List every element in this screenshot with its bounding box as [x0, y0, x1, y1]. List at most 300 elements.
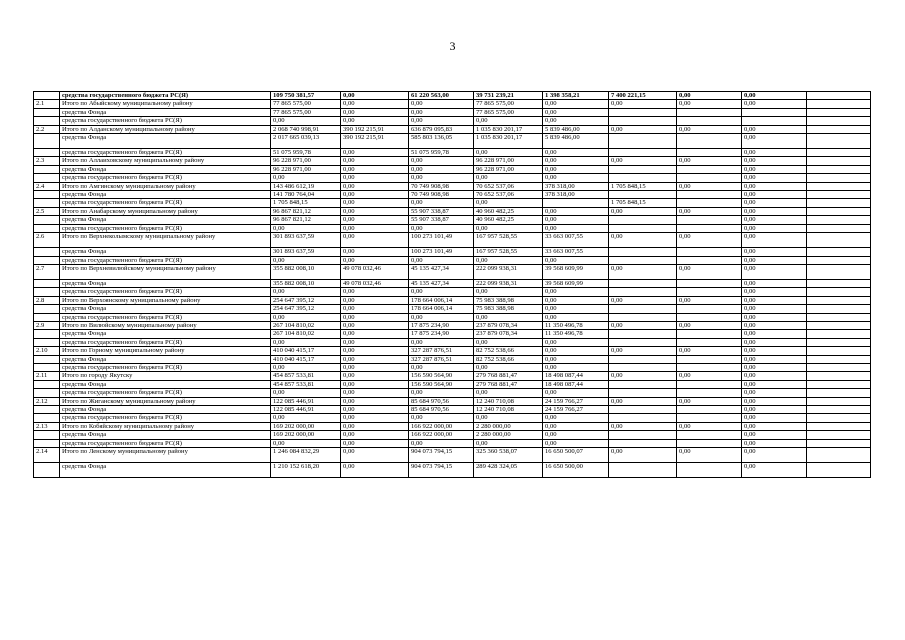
col-6-cell: 0,00 — [677, 157, 742, 165]
row-name: Итого по Вилюйскому муниципальному району — [60, 321, 271, 329]
row-name: средства государственного бюджета РС(Я) — [60, 338, 271, 346]
col-1-cell: 0,00 — [341, 157, 409, 165]
col-1-cell: 0,00 — [341, 199, 409, 207]
col-7-cell: 0,00 — [742, 165, 807, 173]
row-name: средства Фонда — [60, 216, 271, 224]
col-1-cell: 0,00 — [341, 347, 409, 355]
total-cell: 1 246 084 832,29 — [271, 448, 341, 463]
col-6-cell — [677, 248, 742, 256]
col-4-cell: 33 663 007,55 — [543, 233, 609, 248]
col-5-cell — [609, 414, 677, 422]
table-row — [34, 463, 871, 478]
row-name: Итого по Кобяйскому муниципальному району — [60, 422, 271, 430]
col-3-cell: 167 957 528,55 — [474, 248, 543, 256]
col-4-cell: 24 159 766,27 — [543, 406, 609, 414]
col-3-cell: 96 228 971,00 — [474, 165, 543, 173]
col-3-cell: 0,00 — [474, 174, 543, 182]
col-3-cell: 289 428 324,05 — [474, 463, 543, 478]
col-3-cell: 0,00 — [474, 338, 543, 346]
empty-cell — [807, 248, 871, 256]
empty-cell — [807, 207, 871, 215]
total-cell: 0,00 — [271, 414, 341, 422]
col-3-cell: 0,00 — [474, 256, 543, 264]
col-7-cell — [742, 108, 807, 116]
total-cell: 169 202 000,00 — [271, 431, 341, 439]
row-name: Итого по Абыйскому муниципальному району — [60, 100, 271, 108]
total-cell: 0,00 — [271, 288, 341, 296]
row-number — [34, 117, 60, 125]
col-1-cell: 0,00 — [341, 321, 409, 329]
col-2-cell: 166 922 000,00 — [409, 422, 474, 430]
col-3-cell: 12 240 710,08 — [474, 397, 543, 405]
row-number — [34, 108, 60, 116]
col-5-cell: 0,00 — [609, 321, 677, 329]
empty-cell — [807, 448, 871, 463]
col-2-cell: 0,00 — [409, 165, 474, 173]
empty-cell — [807, 174, 871, 182]
table-row — [34, 330, 871, 338]
col-5-cell: 0,00 — [609, 100, 677, 108]
col-4-cell: 24 159 766,27 — [543, 397, 609, 405]
row-name: средства Фонда — [60, 134, 271, 149]
empty-cell — [807, 279, 871, 287]
col-7-cell: 0,00 — [742, 174, 807, 182]
col-1-cell: 0,00 — [341, 380, 409, 388]
total-cell: 410 040 415,17 — [271, 355, 341, 363]
col-4-cell: 0,00 — [543, 149, 609, 157]
total-cell: 410 040 415,17 — [271, 347, 341, 355]
col-7-cell: 0,00 — [742, 264, 807, 279]
col-2-cell: 51 075 959,78 — [409, 149, 474, 157]
col-4-cell: 0,00 — [543, 288, 609, 296]
table-row — [34, 100, 871, 108]
col-1-cell: 0,00 — [341, 448, 409, 463]
empty-cell — [807, 288, 871, 296]
col-3-cell: 0,00 — [474, 224, 543, 232]
col-2-cell: 0,00 — [409, 157, 474, 165]
row-name: средства государственного бюджета РС(Я) — [60, 92, 271, 100]
col-4-cell: 0,00 — [543, 108, 609, 116]
row-name: средства Фонда — [60, 279, 271, 287]
empty-cell — [807, 233, 871, 248]
col-6-cell — [677, 279, 742, 287]
col-1-cell: 49 078 032,46 — [341, 264, 409, 279]
col-3-cell: 279 768 881,47 — [474, 380, 543, 388]
col-5-cell — [609, 191, 677, 199]
col-6-cell: 0,00 — [677, 182, 742, 190]
total-cell: 355 882 008,10 — [271, 264, 341, 279]
row-number — [34, 279, 60, 287]
col-5-cell: 1 705 848,15 — [609, 182, 677, 190]
col-2-cell: 70 749 908,98 — [409, 191, 474, 199]
col-7-cell: 0,00 — [742, 92, 807, 100]
col-1-cell: 0,00 — [341, 372, 409, 380]
col-3-cell: 0,00 — [474, 439, 543, 447]
col-4-cell: 5 839 486,00 — [543, 125, 609, 133]
col-4-cell: 39 568 609,99 — [543, 279, 609, 287]
col-7-cell: 0,00 — [742, 439, 807, 447]
empty-cell — [807, 422, 871, 430]
col-5-cell — [609, 216, 677, 224]
row-name: средства государственного бюджета РС(Я) — [60, 199, 271, 207]
col-3-cell: 82 752 538,66 — [474, 347, 543, 355]
row-number: 2.7 — [34, 264, 60, 279]
row-number: 2.4 — [34, 182, 60, 190]
col-1-cell: 0,00 — [341, 92, 409, 100]
col-5-cell: 0,00 — [609, 157, 677, 165]
row-number — [34, 330, 60, 338]
col-1-cell: 0,00 — [341, 248, 409, 256]
total-cell: 1 210 152 618,20 — [271, 463, 341, 478]
col-5-cell — [609, 330, 677, 338]
table-row — [34, 363, 871, 371]
table-row — [34, 313, 871, 321]
col-2-cell: 70 749 908,98 — [409, 182, 474, 190]
col-2-cell: 178 664 006,14 — [409, 296, 474, 304]
col-1-cell: 0,00 — [341, 414, 409, 422]
row-number: 2.10 — [34, 347, 60, 355]
row-name: Итого по Верхневилюйскому муниципальному району — [60, 264, 271, 279]
col-4-cell: 0,00 — [543, 431, 609, 439]
col-1-cell: 0,00 — [341, 174, 409, 182]
row-name: средства Фонда — [60, 191, 271, 199]
row-name: средства государственного бюджета РС(Я) — [60, 389, 271, 397]
col-5-cell — [609, 431, 677, 439]
row-name: средства Фонда — [60, 165, 271, 173]
total-cell: 267 104 810,02 — [271, 330, 341, 338]
col-5-cell — [609, 279, 677, 287]
col-4-cell: 0,00 — [543, 224, 609, 232]
row-name: средства государственного бюджета РС(Я) — [60, 363, 271, 371]
col-4-cell: 11 350 496,78 — [543, 330, 609, 338]
col-2-cell: 636 879 095,83 — [409, 125, 474, 133]
empty-cell — [807, 92, 871, 100]
col-1-cell: 0,00 — [341, 439, 409, 447]
col-4-cell: 0,00 — [543, 174, 609, 182]
row-name: Итого по Ленскому муниципальному району — [60, 448, 271, 463]
col-3-cell: 222 099 938,31 — [474, 264, 543, 279]
col-2-cell: 0,00 — [409, 100, 474, 108]
empty-cell — [807, 380, 871, 388]
col-2-cell: 585 803 136,05 — [409, 134, 474, 149]
col-3-cell: 12 240 710,08 — [474, 406, 543, 414]
col-2-cell: 100 273 101,49 — [409, 248, 474, 256]
col-5-cell — [609, 439, 677, 447]
col-6-cell: 0,00 — [677, 233, 742, 248]
table-row — [34, 149, 871, 157]
col-2-cell: 0,00 — [409, 439, 474, 447]
total-cell: 2 068 740 998,91 — [271, 125, 341, 133]
total-cell: 122 085 446,91 — [271, 406, 341, 414]
col-1-cell: 0,00 — [341, 117, 409, 125]
empty-cell — [807, 389, 871, 397]
col-6-cell — [677, 463, 742, 478]
col-7-cell: 0,00 — [742, 372, 807, 380]
col-5-cell — [609, 406, 677, 414]
col-2-cell: 0,00 — [409, 256, 474, 264]
col-7-cell: 0,00 — [742, 363, 807, 371]
col-5-cell: 0,00 — [609, 347, 677, 355]
col-1-cell: 0,00 — [341, 313, 409, 321]
col-2-cell: 178 664 006,14 — [409, 305, 474, 313]
col-7-cell: 0,00 — [742, 248, 807, 256]
row-number — [34, 191, 60, 199]
row-number — [34, 149, 60, 157]
col-1-cell: 0,00 — [341, 191, 409, 199]
row-name: средства Фонда — [60, 431, 271, 439]
col-4-cell: 1 398 358,21 — [543, 92, 609, 100]
col-2-cell: 85 684 970,56 — [409, 406, 474, 414]
row-name: Итого по Анабарскому муниципальному району — [60, 207, 271, 215]
col-6-cell: 0,00 — [677, 372, 742, 380]
col-5-cell — [609, 108, 677, 116]
col-7-cell — [742, 117, 807, 125]
col-6-cell: 0,00 — [677, 100, 742, 108]
row-number: 2.9 — [34, 321, 60, 329]
col-6-cell — [677, 216, 742, 224]
col-7-cell: 0,00 — [742, 397, 807, 405]
total-cell: 0,00 — [271, 224, 341, 232]
col-6-cell — [677, 134, 742, 149]
row-name: средства Фонда — [60, 330, 271, 338]
table-row — [34, 321, 871, 329]
empty-cell — [807, 296, 871, 304]
empty-cell — [807, 165, 871, 173]
col-2-cell: 0,00 — [409, 288, 474, 296]
col-7-cell: 0,00 — [742, 134, 807, 149]
table-row — [34, 448, 871, 463]
col-1-cell: 0,00 — [341, 100, 409, 108]
col-6-cell: 0,00 — [677, 125, 742, 133]
row-name: средства государственного бюджета РС(Я) — [60, 288, 271, 296]
col-6-cell — [677, 355, 742, 363]
col-4-cell: 5 839 486,00 — [543, 134, 609, 149]
col-7-cell: 0,00 — [742, 256, 807, 264]
col-4-cell: 0,00 — [543, 296, 609, 304]
col-2-cell: 156 590 564,90 — [409, 380, 474, 388]
col-2-cell: 166 922 000,00 — [409, 431, 474, 439]
col-3-cell: 40 960 482,25 — [474, 216, 543, 224]
col-5-cell — [609, 174, 677, 182]
col-5-cell: 7 400 221,15 — [609, 92, 677, 100]
col-3-cell: 0,00 — [474, 389, 543, 397]
col-5-cell: 0,00 — [609, 207, 677, 215]
budget-table — [33, 91, 871, 478]
total-cell: 0,00 — [271, 389, 341, 397]
col-5-cell — [609, 338, 677, 346]
col-4-cell: 378 318,00 — [543, 182, 609, 190]
row-name: Итого по Аллаиховскому муниципальному району — [60, 157, 271, 165]
row-name: средства государственного бюджета РС(Я) — [60, 117, 271, 125]
empty-cell — [807, 363, 871, 371]
row-name: средства государственного бюджета РС(Я) — [60, 224, 271, 232]
empty-cell — [807, 182, 871, 190]
col-7-cell: 0,00 — [742, 406, 807, 414]
col-5-cell: 0,00 — [609, 264, 677, 279]
col-7-cell: 0,00 — [742, 157, 807, 165]
col-4-cell: 0,00 — [543, 157, 609, 165]
col-2-cell: 17 875 234,90 — [409, 321, 474, 329]
col-4-cell: 18 498 087,44 — [543, 380, 609, 388]
empty-cell — [807, 125, 871, 133]
col-6-cell — [677, 338, 742, 346]
col-1-cell: 0,00 — [341, 463, 409, 478]
col-4-cell: 11 350 496,78 — [543, 321, 609, 329]
col-2-cell: 0,00 — [409, 414, 474, 422]
total-cell: 96 867 821,12 — [271, 216, 341, 224]
table-row — [34, 414, 871, 422]
col-7-cell: 0,00 — [742, 414, 807, 422]
table-row — [34, 264, 871, 279]
col-4-cell: 0,00 — [543, 422, 609, 430]
col-3-cell: 75 983 388,98 — [474, 305, 543, 313]
empty-cell — [807, 414, 871, 422]
col-2-cell: 327 287 876,51 — [409, 347, 474, 355]
page-number: 3 — [449, 39, 456, 53]
empty-cell — [807, 117, 871, 125]
total-cell: 0,00 — [271, 117, 341, 125]
row-name: средства Фонда — [60, 406, 271, 414]
col-7-cell: 0,00 — [742, 355, 807, 363]
col-7-cell: 0,00 — [742, 216, 807, 224]
table-row — [34, 389, 871, 397]
col-5-cell — [609, 248, 677, 256]
col-7-cell: 0,00 — [742, 207, 807, 215]
col-5-cell: 0,00 — [609, 296, 677, 304]
table-row — [34, 248, 871, 256]
col-7-cell: 0,00 — [742, 330, 807, 338]
col-4-cell: 33 663 007,55 — [543, 248, 609, 256]
total-cell: 454 857 533,81 — [271, 372, 341, 380]
total-cell: 0,00 — [271, 256, 341, 264]
col-5-cell — [609, 117, 677, 125]
col-7-cell: 0,00 — [742, 321, 807, 329]
col-1-cell: 0,00 — [341, 338, 409, 346]
col-6-cell: 0,00 — [677, 397, 742, 405]
row-number — [34, 224, 60, 232]
col-1-cell: 0,00 — [341, 296, 409, 304]
col-3-cell: 237 879 078,34 — [474, 321, 543, 329]
table-row — [34, 296, 871, 304]
empty-cell — [807, 321, 871, 329]
col-1-cell: 0,00 — [341, 355, 409, 363]
col-3-cell: 0,00 — [474, 363, 543, 371]
col-1-cell: 0,00 — [341, 224, 409, 232]
row-name: Итого по Верхнеколымскому муниципальному району — [60, 233, 271, 248]
row-number: 2.12 — [34, 397, 60, 405]
col-6-cell — [677, 224, 742, 232]
col-3-cell: 279 768 881,47 — [474, 372, 543, 380]
col-5-cell — [609, 134, 677, 149]
col-1-cell: 390 192 215,91 — [341, 125, 409, 133]
col-6-cell — [677, 439, 742, 447]
col-6-cell — [677, 305, 742, 313]
col-2-cell: 0,00 — [409, 117, 474, 125]
total-cell: 254 647 395,12 — [271, 305, 341, 313]
table-row — [34, 117, 871, 125]
table-row — [34, 224, 871, 232]
col-1-cell: 0,00 — [341, 108, 409, 116]
row-name: средства государственного бюджета РС(Я) — [60, 414, 271, 422]
col-6-cell: 0,00 — [677, 264, 742, 279]
table-body — [34, 92, 871, 478]
col-1-cell: 0,00 — [341, 406, 409, 414]
row-number: 2.14 — [34, 448, 60, 463]
col-6-cell: 0,00 — [677, 347, 742, 355]
col-3-cell: 70 652 537,06 — [474, 182, 543, 190]
col-1-cell: 49 078 032,46 — [341, 279, 409, 287]
col-1-cell: 0,00 — [341, 207, 409, 215]
col-7-cell: 0,00 — [742, 448, 807, 463]
col-2-cell: 0,00 — [409, 363, 474, 371]
col-7-cell: 0,00 — [742, 100, 807, 108]
row-number — [34, 406, 60, 414]
col-5-cell — [609, 149, 677, 157]
col-5-cell — [609, 389, 677, 397]
empty-cell — [807, 149, 871, 157]
col-5-cell: 0,00 — [609, 397, 677, 405]
col-4-cell: 39 568 609,99 — [543, 264, 609, 279]
col-4-cell: 0,00 — [543, 313, 609, 321]
row-number — [34, 338, 60, 346]
col-4-cell: 0,00 — [543, 117, 609, 125]
col-6-cell — [677, 363, 742, 371]
col-7-cell: 0,00 — [742, 422, 807, 430]
col-4-cell: 0,00 — [543, 363, 609, 371]
total-cell: 301 893 637,59 — [271, 248, 341, 256]
col-2-cell: 0,00 — [409, 108, 474, 116]
row-number: 2.8 — [34, 296, 60, 304]
total-cell: 454 857 533,81 — [271, 380, 341, 388]
col-7-cell: 0,00 — [742, 279, 807, 287]
row-number — [34, 431, 60, 439]
empty-cell — [807, 372, 871, 380]
row-number — [34, 313, 60, 321]
empty-cell — [807, 108, 871, 116]
col-2-cell: 61 220 563,00 — [409, 92, 474, 100]
table-row — [34, 108, 871, 116]
total-cell: 1 705 848,15 — [271, 199, 341, 207]
col-6-cell: 0,00 — [677, 92, 742, 100]
col-5-cell — [609, 355, 677, 363]
col-2-cell: 904 073 794,15 — [409, 463, 474, 478]
col-4-cell: 0,00 — [543, 207, 609, 215]
table-row — [34, 233, 871, 248]
col-1-cell: 0,00 — [341, 397, 409, 405]
col-6-cell — [677, 431, 742, 439]
table-row — [34, 347, 871, 355]
row-name: Итого по Горному муниципальному району — [60, 347, 271, 355]
empty-cell — [807, 397, 871, 405]
table-row — [34, 422, 871, 430]
col-2-cell: 55 907 338,87 — [409, 207, 474, 215]
col-4-cell: 0,00 — [543, 389, 609, 397]
col-5-cell — [609, 363, 677, 371]
col-2-cell: 0,00 — [409, 224, 474, 232]
table-row — [34, 372, 871, 380]
col-4-cell: 0,00 — [543, 338, 609, 346]
row-name: Итого по городу Якутску — [60, 372, 271, 380]
table-row — [34, 207, 871, 215]
row-number — [34, 414, 60, 422]
col-2-cell: 0,00 — [409, 313, 474, 321]
table-row — [34, 165, 871, 173]
empty-cell — [807, 431, 871, 439]
col-3-cell: 2 280 000,00 — [474, 431, 543, 439]
col-1-cell: 0,00 — [341, 182, 409, 190]
col-3-cell: 77 865 575,00 — [474, 100, 543, 108]
col-4-cell: 16 650 500,07 — [543, 448, 609, 463]
